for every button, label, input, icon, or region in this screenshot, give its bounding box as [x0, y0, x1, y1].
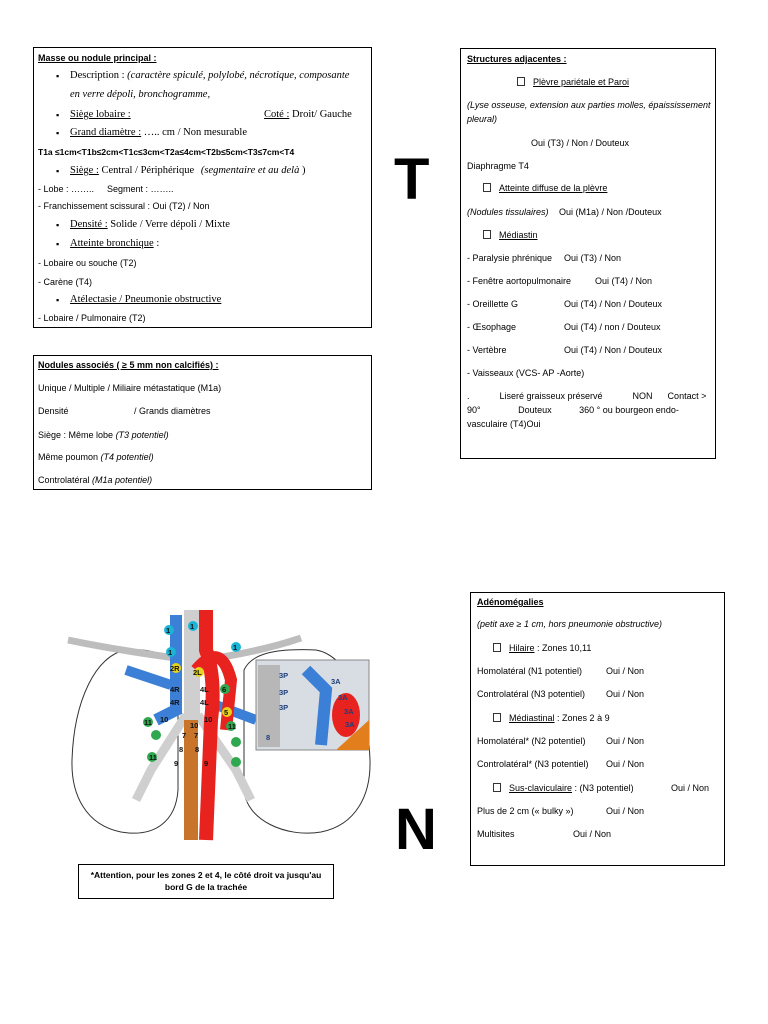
mediastinal-label: Médiastinal	[509, 713, 555, 723]
atteinte-bronchique-label: Atteinte bronchique	[70, 238, 154, 249]
node-label: 4R	[170, 698, 180, 707]
lyse-line: (Lyse osseuse, extension aux parties molles, épaississement	[467, 100, 711, 110]
atteinte-bronchique-line	[70, 238, 159, 250]
siege-note-end: )	[301, 165, 306, 176]
sus-claviculaire-note: : (N3 potentiel)	[574, 783, 634, 793]
lisere-line-2: 90° Douteux 360 ° ou bourgeon endo-	[467, 405, 679, 415]
node-label: 9	[174, 759, 179, 768]
nodules-meme-poumon-note: (T4 potentiel)	[100, 452, 154, 462]
node-label: 8	[195, 745, 200, 754]
tumor-box-title: Masse ou nodule principal :	[38, 53, 157, 63]
plevre-paroi-label: Plèvre pariétale et Paroi	[533, 77, 630, 87]
adjacent-box-title: Structures adjacentes :	[467, 54, 567, 64]
node-marker	[231, 737, 241, 747]
node-label: 3A	[344, 707, 354, 716]
cote-value: Droit/ Gauche	[292, 109, 352, 120]
nodules-controlateral-note: (M1a potentiel)	[92, 475, 153, 485]
mediastin-line	[483, 230, 538, 241]
caption-line-2: bord G de la trachée	[164, 882, 248, 892]
atteinte-diffuse-label: Atteinte diffuse de la plèvre	[499, 183, 608, 193]
carene-line: - Carène (T4)	[38, 277, 93, 287]
node-label: 8	[266, 733, 271, 742]
lobaire-pulmonaire-line: - Lobaire / Pulmonaire (T2)	[38, 313, 146, 323]
adeno-row-label: Controlatéral (N3 potentiel)	[477, 689, 586, 699]
description-line	[70, 70, 349, 82]
densite-line	[70, 219, 230, 231]
oui-t3-line: Oui (T3) / Non / Douteux	[531, 138, 630, 148]
node-label: 5	[224, 708, 229, 717]
nodules-grands-diametres: / Grands diamètres	[134, 406, 211, 416]
nodules-line-1: Unique / Multiple / Miliaire métastatique (M1a)	[38, 383, 222, 393]
adeno-row	[477, 666, 644, 677]
node-label: 2L	[193, 668, 202, 677]
segment-line: Segment : ……..	[107, 184, 174, 194]
aorta-vessel	[206, 610, 213, 840]
adjacent-row-label: - Fenêtre aortopulmonaire	[467, 276, 572, 286]
checkbox-icon[interactable]	[483, 183, 491, 192]
adjacent-row-value: Oui (T4) / Non	[595, 276, 653, 286]
franchissement-line: - Franchissement scissural : Oui (T2) / Non	[38, 201, 210, 211]
atelectasie-line	[70, 294, 221, 306]
nodules-meme-lobe: Siège : Même lobe	[38, 430, 114, 440]
lisere-line-3: vasculaire (T4)Oui	[467, 419, 541, 429]
siege-value: Central / Périphérique	[101, 165, 195, 176]
checkbox-icon[interactable]	[493, 713, 501, 722]
lyse-line-2: pleural)	[467, 114, 498, 124]
tumor-box	[33, 47, 372, 328]
plevre-paroi-line	[517, 77, 629, 88]
checkbox-icon[interactable]	[493, 783, 501, 792]
node-label: 4L	[200, 685, 209, 694]
nodules-line-4	[38, 452, 154, 463]
caption-box	[78, 864, 334, 899]
adjacent-row	[467, 345, 662, 356]
lobaire-souche-line: - Lobaire ou souche (T2)	[38, 258, 137, 268]
siege-line	[70, 165, 305, 177]
grand-diametre-label: Grand diamètre :	[70, 127, 142, 138]
nodules-controlateral: Controlatéral	[38, 475, 90, 485]
checkbox-icon[interactable]	[483, 230, 491, 239]
node-label: 7	[182, 731, 187, 740]
adeno-row-value: Oui / Non	[606, 666, 645, 676]
adjacent-row-label: - Paralysie phrénique	[467, 253, 553, 263]
node-label: 2R	[170, 664, 180, 673]
nodules-meme-lobe-note: (T3 potentiel)	[115, 430, 169, 440]
nodules-tissulaires-line	[467, 207, 662, 218]
lobe-line: - Lobe : ……..	[38, 184, 95, 194]
sus-claviculaire-value: Oui / Non	[671, 783, 710, 793]
checkbox-icon[interactable]	[517, 77, 525, 86]
grand-diametre-line	[70, 127, 247, 139]
node-label: 3P	[279, 671, 289, 680]
node-marker	[231, 757, 241, 767]
diaphragme-line: Diaphragme T4	[467, 161, 529, 171]
node-label: 4L	[200, 698, 209, 707]
grand-diametre-value: ….. cm / Non mesurable	[143, 127, 247, 138]
adjacent-row-label: - Oreillette G	[467, 299, 519, 309]
node-label: 9	[204, 759, 209, 768]
node-label: 11	[149, 753, 157, 762]
nodules-densite: Densité	[38, 406, 69, 416]
adjacent-structures-box	[460, 48, 716, 459]
lisere-line: . Liseré graisseux préservé NON Contact >	[467, 391, 707, 401]
adjacent-row	[467, 253, 621, 264]
siege-lobaire-label: Siège lobaire :	[70, 109, 131, 120]
atteinte-diffuse-line	[483, 183, 607, 194]
big-letter-t: T	[394, 147, 430, 212]
atelectasie-label: Atélectasie / Pneumonie obstructive	[70, 294, 222, 305]
adenopathy-subtitle: (petit axe ≥ 1 cm, hors pneumonie obstructive)	[477, 619, 663, 629]
adeno-row	[477, 759, 644, 770]
hilaire-label: Hilaire	[509, 643, 535, 653]
node-label: 10	[204, 715, 213, 724]
description-text-2: en verre dépoli, bronchogramme,	[70, 89, 211, 100]
multisites-label: Multisites	[477, 829, 515, 839]
adeno-row-label: Homolatéral (N1 potentiel)	[477, 666, 583, 676]
adeno-row-label: Controlatéral* (N3 potentiel)	[477, 759, 589, 769]
cote-label: Coté :	[264, 109, 290, 120]
node-label: 1	[233, 643, 238, 652]
node-label: 3A	[338, 693, 348, 702]
node-label: 8	[179, 745, 184, 754]
nodules-box-title: Nodules associés ( ≥ 5 mm non calcifiés) :	[38, 360, 219, 370]
nodules-tissulaires-label: (Nodules tissulaires)	[467, 207, 549, 217]
adjacent-row-label: - Vertèbre	[467, 345, 507, 355]
node-label: 4R	[170, 685, 180, 694]
adeno-row-value: Oui / Non	[606, 736, 645, 746]
siege-note: (segmentaire et au delà	[200, 165, 300, 176]
adenopathy-box	[470, 592, 725, 866]
atteinte-bronchique-colon: :	[156, 238, 160, 249]
siege-label: Siège :	[70, 165, 99, 176]
nodules-line-2	[38, 406, 211, 417]
caption-line-1: *Attention, pour les zones 2 et 4, le côté droit va jusqu'au	[90, 870, 322, 880]
node-label: 7	[194, 731, 199, 740]
node-label: 3P	[279, 703, 289, 712]
adjacent-row	[467, 299, 662, 310]
mediastin-label: Médiastin	[499, 230, 538, 240]
multisites-line	[477, 829, 611, 840]
hilaire-zones: : Zones 10,11	[537, 643, 592, 653]
multisites-value: Oui / Non	[573, 829, 612, 839]
node-label: 10	[160, 715, 169, 724]
cote-line	[264, 109, 352, 121]
densite-label: Densité :	[70, 219, 108, 230]
hilaire-line	[493, 643, 591, 654]
description-label: Description :	[70, 70, 125, 81]
t-scale: T1a ≤1cm<T1b≤2cm<T1c≤3cm<T2a≤4cm<T2b≤5cm<T3≤7cm<T4	[38, 147, 295, 157]
nodules-box	[33, 355, 372, 490]
nodules-meme-poumon: Même poumon	[38, 452, 99, 462]
node-label: 11	[228, 722, 236, 731]
sus-claviculaire-label: Sus-claviculaire	[509, 783, 573, 793]
node-label: 1	[190, 622, 195, 631]
node-label: 3A	[331, 677, 341, 686]
lymph-node-diagram	[66, 610, 376, 850]
node-label: 1	[168, 648, 173, 657]
nodules-line-5	[38, 475, 152, 486]
adenopathy-box-title: Adénomégalies	[477, 597, 544, 607]
node-label: 10	[190, 721, 199, 730]
node-marker	[151, 730, 161, 740]
bulky-label: Plus de 2 cm (« bulky »)	[477, 806, 574, 816]
siege-lobaire-line	[70, 109, 166, 121]
checkbox-icon[interactable]	[493, 643, 501, 652]
node-label: 6	[222, 685, 227, 694]
node-label: 3P	[279, 688, 289, 697]
adjacent-row-value: Oui (T4) / non / Douteux	[564, 322, 661, 332]
mediastinal-line	[493, 713, 610, 724]
node-label: 1	[166, 626, 171, 635]
adjacent-row	[467, 276, 652, 287]
adjacent-row	[467, 322, 661, 333]
bulky-line	[477, 806, 644, 817]
nodules-line-3	[38, 430, 169, 441]
adeno-row	[477, 689, 644, 700]
densite-value: Solide / Verre dépoli / Mixte	[110, 219, 230, 230]
vaisseaux-line: - Vaisseaux (VCS- AP -Aorte)	[467, 368, 585, 378]
description-text: (caractère spiculé, polylobé, nécrotique, composante	[127, 70, 350, 81]
adjacent-row-value: Oui (T4) / Non / Douteux	[564, 345, 663, 355]
adeno-row	[477, 736, 644, 747]
adjacent-row-value: Oui (T4) / Non / Douteux	[564, 299, 663, 309]
bulky-value: Oui / Non	[606, 806, 645, 816]
adjacent-row-value: Oui (T3) / Non	[564, 253, 622, 263]
node-label: 3A	[345, 720, 355, 729]
nodules-tissulaires-value: Oui (M1a) / Non /Douteux	[559, 207, 662, 217]
sus-claviculaire-line	[493, 783, 634, 794]
mediastinal-zones: : Zones 2 à 9	[557, 713, 610, 723]
adeno-row-label: Homolatéral* (N2 potentiel)	[477, 736, 586, 746]
big-letter-n: N	[395, 797, 437, 862]
adeno-row-value: Oui / Non	[606, 759, 645, 769]
adjacent-row-label: - Œsophage	[467, 322, 517, 332]
node-label: 11	[144, 718, 152, 727]
adeno-row-value: Oui / Non	[606, 689, 645, 699]
